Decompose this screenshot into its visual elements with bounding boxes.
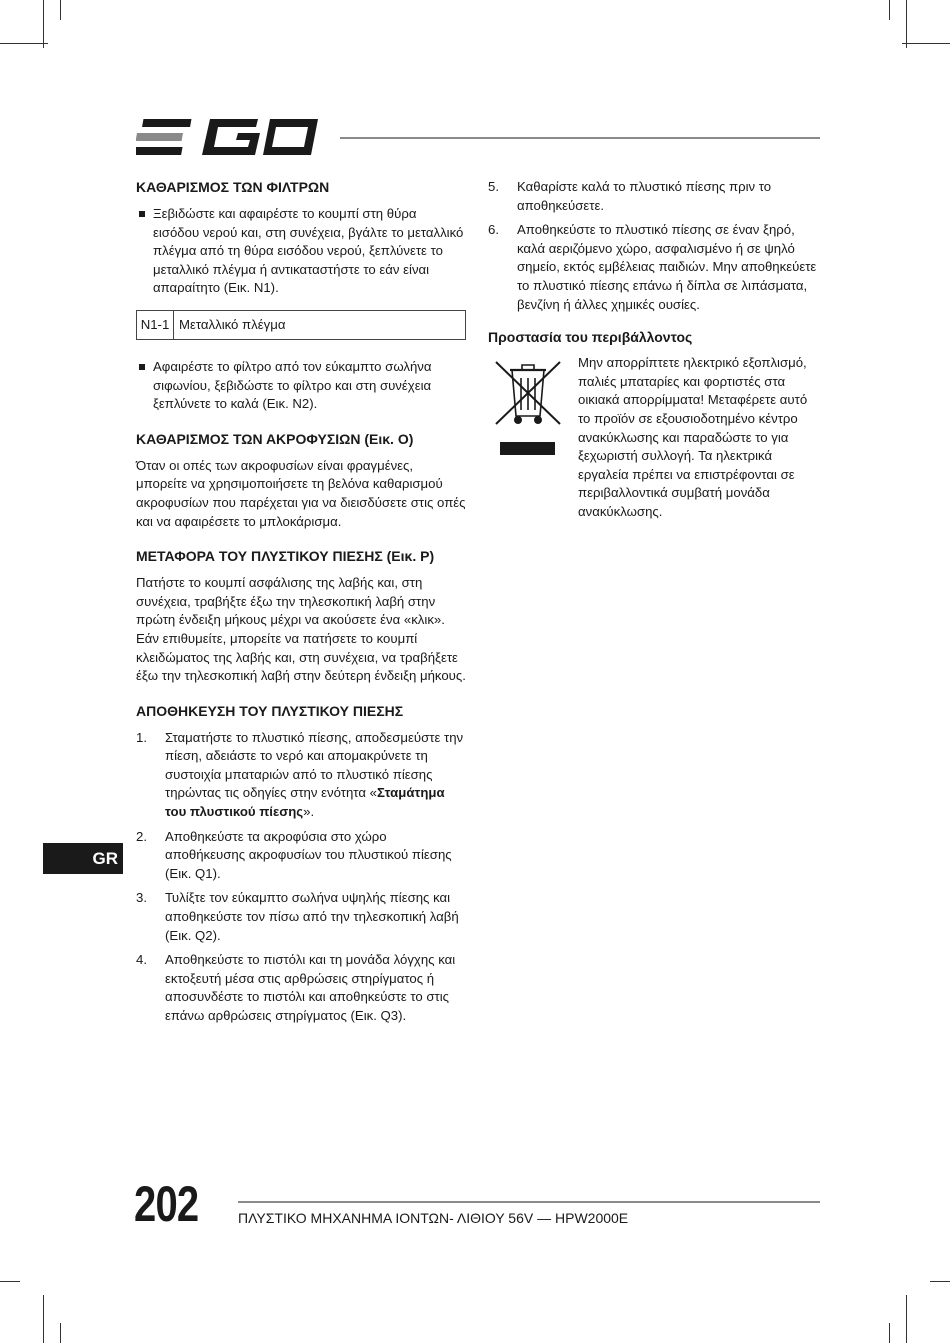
crop-mark — [906, 1295, 907, 1343]
crop-mark — [43, 1295, 44, 1343]
crop-mark — [889, 1323, 890, 1343]
storage-steps-list — [136, 729, 466, 1026]
storage-title: ΑΠΟΘΗΚΕΥΣΗ ΤΟΥ ΠΛΥΣΤΙΚΟΥ ΠΙΕΣΗΣ — [136, 702, 404, 719]
crop-mark — [60, 0, 61, 20]
transport-text: Πατήστε το κουμπί ασφάλισης της λαβής και, στη συνέχεια, τραβήξτε έξω την τηλεσκοπική λαβή στην πρώτη ένδειξη μήκους μέχρι να ακούσετε ένα «κλικ». Εάν επιθυμείτε, μπορείτε να πατήσετε το κουμπί κλειδώματος της λαβής και, στη συνέχεια, να τραβήξετε έξω την τηλεσκοπική λαβή στην δεύτερη ένδειξη μήκους. — [136, 575, 466, 684]
table-cell-id: N1-1 — [137, 311, 174, 339]
footer-rule — [238, 1201, 820, 1203]
storage-steps-list-cont — [488, 178, 823, 314]
step-text: Σταματήστε το πλυστικό πίεσης, αποδεσμεύστε την πίεση, αδειάστε το νερό και απομακρύνετε τη συστοιχία μπαταριών από το πλυστικό πίεσης τηρώντας τις οδηγίες στην ενότητα « — [165, 729, 464, 801]
env-title: Προστασία του περιβάλλοντος — [488, 329, 693, 346]
crop-mark — [60, 1323, 61, 1343]
left-column — [136, 178, 466, 1032]
bullet-item — [136, 205, 466, 298]
list-item — [136, 729, 466, 822]
crop-mark — [906, 0, 907, 48]
step-number: 2. — [136, 828, 147, 844]
table-cell-text: Μεταλλικό πλέγμα — [179, 316, 286, 332]
step-number: 6. — [488, 222, 499, 238]
step-text: Αποθηκεύστε τα ακροφύσια στο χώρο αποθήκευσης ακροφυσίων του πλυστικού πίεσης (Εικ. Q1). — [165, 828, 452, 881]
list-item — [136, 951, 466, 1025]
crop-mark — [0, 43, 48, 44]
crop-mark — [889, 0, 890, 20]
bullet-text: Αφαιρέστε το φίλτρο από τον εύκαμπτο σωλήνα σιφωνίου, ξεβιδώστε το φίλτρο και στη συνέχεια ξεπλύνετε το καλά (Εικ. N2). — [153, 358, 432, 412]
step-number: 1. — [136, 729, 147, 745]
bullet-item — [136, 358, 466, 414]
list-item — [488, 221, 823, 314]
weee-symbol — [488, 354, 578, 521]
language-tab: GR — [43, 843, 123, 874]
list-item — [136, 828, 466, 884]
ego-logo — [136, 116, 322, 158]
step-bold-ref: Σταμάτημα του πλυστικού πίεσης — [165, 785, 445, 820]
filters-title: ΚΑΘΑΡΙΣΜΟΣ ΤΩΝ ΦΙΛΤΡΩΝ — [136, 179, 330, 195]
right-column — [488, 178, 823, 522]
crop-mark — [902, 43, 950, 44]
bullet-square-icon — [139, 211, 145, 217]
step-text: Αποθηκεύστε το πλυστικό πίεσης σε έναν ξηρό, καλά αεριζόμενο χώρο, ασφαλισμένο ή σε ψηλό σημείο, εκτός εμβέλειας παιδιών. Μην αποθηκεύετε το πλυστικό πίεσης επάνω ή δίπλα σε λιπάσματα, βενζίνη ή άλλες χημικές ουσίες. — [517, 222, 817, 312]
crop-mark — [930, 1281, 950, 1282]
crossed-bin-icon — [488, 358, 568, 430]
step-number: 4. — [136, 952, 147, 968]
header-rule — [340, 137, 820, 139]
bullet-square-icon — [139, 364, 145, 370]
bullet-text: Ξεβιδώστε και αφαιρέστε το κουμπί στη θύρα εισόδου νερού και, στη συνέχεια, βγάλτε το μεταλλικό πλέγμα από τη θύρα εισόδου νερού, ξεπλύνετε το μεταλλικό πλέγμα ή αντικαταστήστε το εάν είναι απαραίτητο (Εικ. N1). — [153, 206, 464, 296]
page-number: 202 — [134, 1176, 199, 1232]
crop-mark — [43, 0, 44, 48]
step-text-end: ». — [303, 804, 315, 820]
list-item — [136, 889, 466, 945]
bin-underbar — [500, 442, 555, 455]
transport-title: ΜΕΤΑΦΟΡΑ ΤΟΥ ΠΛΥΣΤΙΚΟΥ ΠΙΕΣΗΣ (Εικ. P) — [136, 548, 435, 565]
parts-table — [136, 310, 466, 340]
list-item — [488, 178, 823, 215]
env-block — [488, 354, 823, 521]
nozzles-title: ΚΑΘΑΡΙΣΜΟΣ ΤΩΝ ΑΚΡΟΦΥΣΙΩΝ (Εικ. O) — [136, 430, 414, 447]
nozzles-text: Όταν οι οπές των ακροφυσίων είναι φραγμένες, μπορείτε να χρησιμοποιήσετε τη βελόνα καθαρισμού ακροφυσίων που παρέχεται για να διεισδύσετε στις οπές και να αφαιρέσετε το μπλοκάρισμα. — [136, 457, 466, 529]
step-text: Καθαρίστε καλά το πλυστικό πίεσης πριν το αποθηκεύσετε. — [517, 179, 772, 213]
step-number: 5. — [488, 179, 499, 194]
step-number: 3. — [136, 890, 147, 906]
step-text: Τυλίξτε τον εύκαμπτο σωλήνα υψηλής πίεσης και αποθηκεύστε τον πίσω από την τηλεσκοπική λαβή (Εικ. Q2). — [165, 890, 459, 943]
footer-title: ΠΛΥΣΤΙΚΟ ΜΗΧΑΝΗΜΑ ΙΟΝΤΩΝ- ΛΙΘΙΟΥ 56V — HPW2000E — [238, 1210, 629, 1226]
crop-mark — [0, 1281, 20, 1282]
step-text: Αποθηκεύστε το πιστόλι και τη μονάδα λόγχης και εκτοξευτή μέσα στις αρθρώσεις στηρίγματος ή αποσυνδέστε το πιστόλι και αποθηκεύστε το στις επάνω αρθρώσεις στηρίγματος (Εικ. Q3). — [165, 952, 456, 1023]
env-text: Μην απορρίπτετε ηλεκτρικό εξοπλισμό, παλιές μπαταρίες και φορτιστές στα οικιακά απορρίμματα! Μεταφέρετε αυτό το προϊόν σε εξουσιοδοτημένο κέντρο ανακύκλωσης και παραδώστε το για ξεχωριστή συλλογή. Τα ηλεκτρικά εργαλεία πρέπει να επιστρέφονται σε περιβαλλοντικά συμβατή μονάδα ανακύκλωσης. — [578, 355, 808, 519]
